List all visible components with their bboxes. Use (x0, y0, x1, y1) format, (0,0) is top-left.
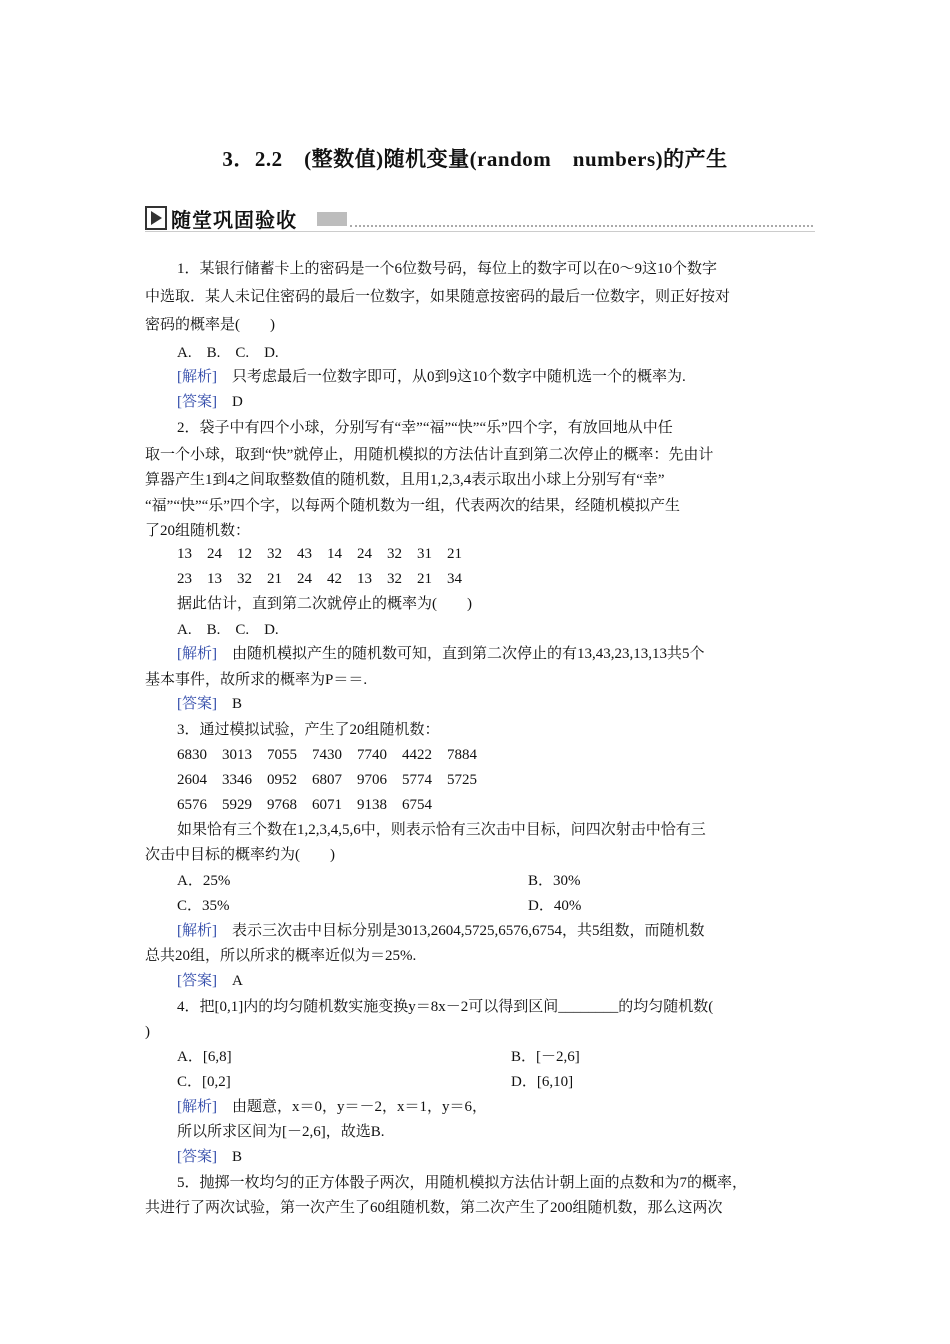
q3-line: 如果恰有三个数在1,2,3,4,5,6中，则表示恰有三次击中目标，问四次射击中恰有三 (177, 822, 706, 838)
analysis-text: 只考虑最后一位数字即可，从0到9这10个数字中随机选一个的概率为. (217, 369, 686, 385)
analysis-tag: [解析] (177, 646, 217, 662)
q3-answer (177, 971, 815, 991)
analysis-text: 由随机模拟产生的随机数可知，直到第二次停止的有13,43,23,13,13共5个 (217, 646, 705, 662)
q1-line: 1．某银行储蓄卡上的密码是一个6位数号码，每位上的数字可以在0～9这10个数字 (177, 261, 718, 277)
q3-option-d: D．40% (528, 898, 582, 914)
q3-line: 次击中目标的概率约为( ) (145, 847, 335, 863)
q2-random-row: 13 24 12 32 43 14 24 32 31 21 (177, 546, 463, 562)
q3-analysis (177, 921, 815, 941)
q2-line: 算器产生1到4之间取整数值的随机数，且用1,2,3,4表示取出小球上分别写有“幸” (145, 472, 665, 488)
answer-tag: [答案] (177, 1149, 217, 1165)
q4-option-a: A．[6,8] (177, 1049, 232, 1065)
q2-line: 2．袋子中有四个小球，分别写有“幸”“福”“快”“乐”四个字，有放回地从中任 (177, 420, 673, 436)
q3-option-c: C．35% (177, 898, 230, 914)
q4-line: ) (145, 1024, 150, 1040)
q2-random-row: 23 13 32 21 24 42 13 32 21 34 (177, 571, 463, 587)
play-arrow-icon (145, 206, 167, 230)
q4-answer (177, 1147, 815, 1167)
answer-text: B (217, 696, 243, 712)
section-title: 随堂巩固验收 (171, 208, 297, 232)
banner-dotted-rule (350, 225, 813, 227)
banner-decoration (317, 212, 347, 226)
q3-random-row: 6576 5929 9768 6071 9138 6754 (177, 797, 433, 813)
q1-analysis (177, 367, 815, 387)
q5-line: 共进行了两次试验，第一次产生了60组随机数，第二次产生了200组随机数，那么这两次 (145, 1200, 723, 1216)
q3-option-b: B．30% (528, 873, 581, 889)
answer-tag: [答案] (177, 394, 217, 410)
q4-option-b: B．[－2,6] (511, 1049, 580, 1065)
q3-random-row: 2604 3346 0952 6807 9706 5774 5725 (177, 772, 478, 788)
q2-line: 了20组随机数： (145, 523, 251, 539)
q4-option-d: D．[6,10] (511, 1074, 574, 1090)
q1-options: A. B. C. D. (177, 345, 279, 361)
q2-line: 据此估计，直到第二次就停止的概率为( ) (177, 596, 472, 612)
page-title: 3．2.2 (整数值)随机变量(random numbers)的产生 (222, 147, 728, 171)
analysis-tag: [解析] (177, 923, 217, 939)
banner-underline (145, 231, 815, 232)
analysis-text: 表示三次击中目标分别是3013,2604,5725,6576,6754，共5组数，而随机数 (217, 923, 705, 939)
answer-text: A (217, 973, 243, 989)
q3-option-a: A．25% (177, 873, 231, 889)
answer-text: B (217, 1149, 243, 1165)
q4-line: 4．把[0,1]内的均匀随机数实施变换y＝8x－2可以得到区间________的均匀随机数( (177, 999, 714, 1015)
q2-analysis (177, 644, 815, 664)
q4-analysis-cont: 所以所求区间为[－2,6]，故选B. (177, 1124, 385, 1140)
q3-analysis-cont: 总共20组，所以所求的概率近似为＝25%. (145, 948, 417, 964)
answer-tag: [答案] (177, 696, 217, 712)
q2-line: 取一个小球，取到“快”就停止，用随机模拟的方法估计直到第二次停止的概率：先由计 (145, 447, 714, 463)
q4-analysis (177, 1097, 815, 1117)
q1-line: 密码的概率是( ) (145, 317, 275, 333)
analysis-text: 由题意，x＝0，y＝－2，x＝1，y＝6， (217, 1099, 488, 1115)
q2-answer (177, 694, 815, 714)
q2-options: A. B. C. D. (177, 622, 279, 638)
answer-tag: [答案] (177, 973, 217, 989)
q2-analysis-cont: 基本事件，故所求的概率为P＝＝. (145, 672, 368, 688)
section-banner (145, 203, 815, 233)
q3-random-row: 6830 3013 7055 7430 7740 4422 7884 (177, 747, 478, 763)
q4-option-c: C．[0,2] (177, 1074, 231, 1090)
analysis-tag: [解析] (177, 1099, 217, 1115)
q2-line: “福”“快”“乐”四个字，以每两个随机数为一组，代表两次的结果，经随机模拟产生 (145, 498, 680, 514)
q3-line: 3．通过模拟试验，产生了20组随机数： (177, 722, 440, 738)
analysis-tag: [解析] (177, 369, 217, 385)
q1-line: 中选取．某人未记住密码的最后一位数字，如果随意按密码的最后一位数字，则正好按对 (145, 289, 731, 305)
q1-answer (177, 392, 815, 412)
answer-text: D (217, 394, 243, 410)
q5-line: 5．抛掷一枚均匀的正方体骰子两次，用随机模拟方法估计朝上面的点数和为7的概率， (177, 1175, 748, 1191)
